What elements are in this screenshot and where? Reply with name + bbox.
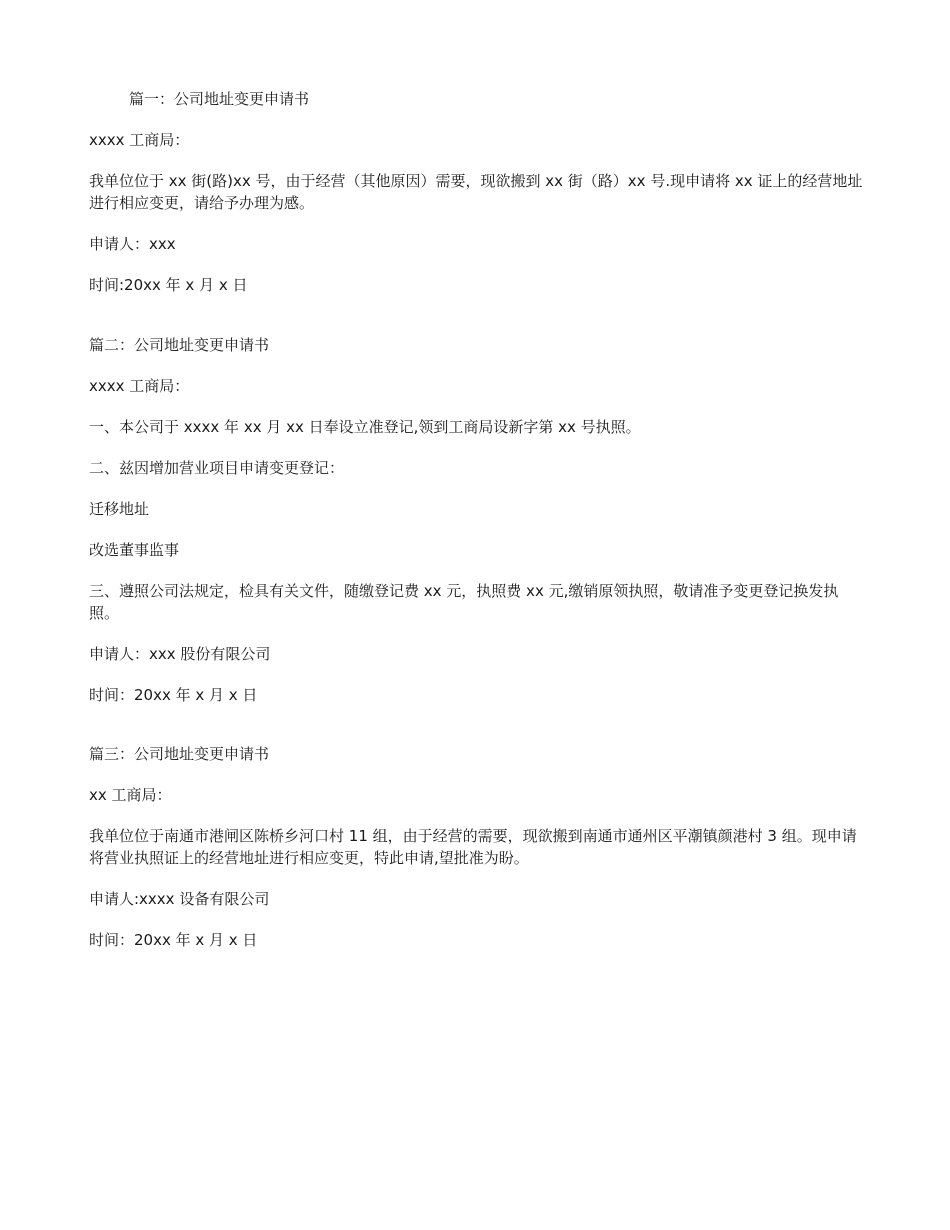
section3-body: 我单位位于南通市港闸区陈桥乡河口村 11 组，由于经营的需要，现欲搬到南通市通州区平潮镇颜港村 3 组。现申请将营业执照证上的经营地址进行相应变更，特此申请,望批准为盼。	[89, 827, 857, 867]
section1-addressee: xxxx 工商局：	[89, 131, 190, 149]
section2-item2: 二、兹因增加营业项目申请变更登记：	[89, 459, 345, 477]
section3-addressee: xx 工商局：	[89, 786, 172, 804]
section1-applicant: 申请人：xxx	[89, 235, 176, 253]
section2-sub2: 改选董事监事	[89, 541, 180, 559]
section3-title: 篇三：公司地址变更申请书	[89, 745, 270, 763]
section3-applicant: 申请人:xxxx 设备有限公司	[89, 890, 270, 908]
section2-item1: 一、本公司于 xxxx 年 xx 月 xx 日奉设立准登记,领到工商局设新字第 xx 号执照。	[89, 418, 641, 436]
section1-title: 篇一：公司地址变更申请书	[129, 90, 310, 108]
section1-body: 我单位位于 xx 街(路)xx 号，由于经营（其他原因）需要，现欲搬到 xx 街（路）xx 号.现申请将 xx 证上的经营地址进行相应变更，请给予办理为感。	[89, 172, 863, 212]
section2-sub1: 迁移地址	[89, 500, 150, 518]
section3-date: 时间：20xx 年 x 月 x 日	[89, 931, 258, 949]
section1-date: 时间:20xx 年 x 月 x 日	[89, 276, 248, 294]
section2-date: 时间：20xx 年 x 月 x 日	[89, 686, 258, 704]
section2-title: 篇二：公司地址变更申请书	[89, 336, 270, 354]
section2-addressee: xxxx 工商局：	[89, 377, 190, 395]
section2-item3: 三、遵照公司法规定，检具有关文件，随缴登记费 xx 元，执照费 xx 元,缴销原领执照，敬请准予变更登记换发执照。	[89, 582, 839, 622]
section2-applicant: 申请人：xxx 股份有限公司	[89, 645, 271, 663]
